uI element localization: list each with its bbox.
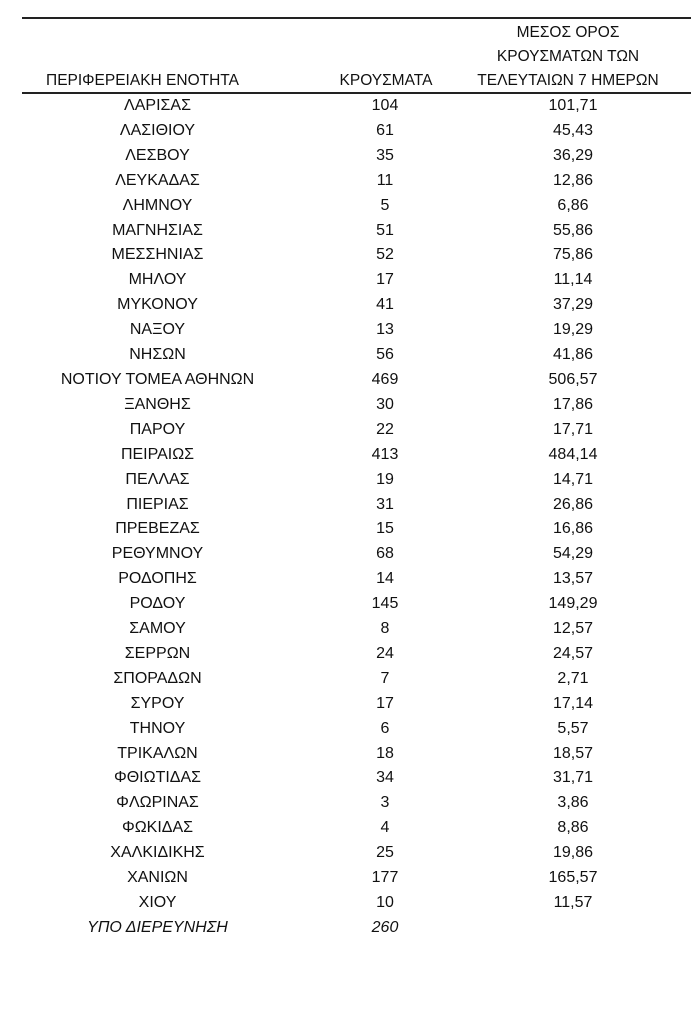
cases-cell: 24 xyxy=(376,644,394,662)
cases-cell: 25 xyxy=(376,844,394,862)
cases-cell: 34 xyxy=(376,769,394,787)
average-cell: 101,71 xyxy=(548,97,598,114)
region-cell: ΡΟΔΟΥ xyxy=(129,595,186,613)
region-cell: ΦΩΚΙΔΑΣ xyxy=(121,819,194,837)
region-cell: ΡΟΔΟΠΗΣ xyxy=(118,570,197,588)
table-row xyxy=(0,742,691,767)
cases-cell: 31 xyxy=(376,495,394,513)
region-cell: ΛΗΜΝΟΥ xyxy=(122,196,193,214)
cases-cell: 17 xyxy=(376,271,394,289)
cases-cell: 61 xyxy=(376,121,394,139)
table-row xyxy=(0,293,691,318)
average-cell: 37,29 xyxy=(552,296,594,314)
region-cell: ΤΗΝΟΥ xyxy=(129,719,186,737)
average-cell: 41,86 xyxy=(552,346,594,364)
table-row xyxy=(0,144,691,169)
table-row xyxy=(0,841,691,866)
region-cell: ΡΕΘΥΜΝΟΥ xyxy=(111,545,204,563)
table-row xyxy=(0,542,691,567)
region-cell: ΞΑΝΘΗΣ xyxy=(124,395,191,413)
cases-cell: 413 xyxy=(371,445,399,463)
table-top-rule xyxy=(22,17,691,19)
average-cell: 55,86 xyxy=(552,221,594,239)
cases-cell: 56 xyxy=(376,346,394,364)
cases-cell: 469 xyxy=(371,370,399,388)
cases-cell: 10 xyxy=(376,894,394,911)
table-row xyxy=(0,468,691,493)
cases-cell: 177 xyxy=(371,869,399,887)
cases-cell: 7 xyxy=(380,669,390,687)
region-cell: ΠΕΙΡΑΙΩΣ xyxy=(120,445,195,463)
region-cell: ΝΟΤΙΟΥ ΤΟΜΕΑ ΑΘΗΝΩΝ xyxy=(60,370,255,388)
table-row xyxy=(0,567,691,592)
cases-cell: 4 xyxy=(380,819,390,837)
cases-cell: 11 xyxy=(376,171,394,189)
region-cell: ΧΑΛΚΙΔΙΚΗΣ xyxy=(110,844,205,862)
region-cell: ΥΠΟ ΔΙΕΡΕΥΝΗΣΗ xyxy=(87,918,228,936)
table-row xyxy=(0,642,691,667)
average-cell: 17,86 xyxy=(552,395,594,413)
table-row xyxy=(0,318,691,343)
table-row xyxy=(0,443,691,468)
region-cell: ΠΑΡΟΥ xyxy=(129,420,186,438)
table-row xyxy=(0,667,691,692)
average-cell: 14,71 xyxy=(552,470,594,488)
cases-cell: 51 xyxy=(376,221,394,239)
average-cell xyxy=(455,916,691,941)
table-row xyxy=(0,592,691,617)
cases-cell: 104 xyxy=(371,97,399,114)
table-row xyxy=(0,891,691,916)
average-cell: 19,29 xyxy=(552,321,594,339)
region-cell: ΜΥΚΟΝΟΥ xyxy=(117,296,198,314)
cases-cell: 6 xyxy=(380,719,390,737)
cases-cell: 145 xyxy=(371,595,399,613)
average-cell: 26,86 xyxy=(552,495,594,513)
column-header-average: ΜΕΣΟΣ ΟΡΟΣ ΚΡΟΥΣΜΑΤΩΝ ΤΩΝ ΤΕΛΕΥΤΑΙΩΝ 7 ΗΜΕΡΩΝ xyxy=(477,24,659,89)
region-cell: ΦΛΩΡΙΝΑΣ xyxy=(116,794,199,812)
region-cell: ΤΡΙΚΑΛΩΝ xyxy=(117,744,198,762)
table-row xyxy=(0,343,691,368)
table-row xyxy=(0,866,691,891)
cases-cell: 3 xyxy=(380,794,390,812)
cases-cell: 260 xyxy=(371,918,399,936)
region-cell: ΛΕΣΒΟΥ xyxy=(125,146,190,164)
average-cell: 12,86 xyxy=(552,171,594,189)
average-cell: 24,57 xyxy=(552,644,594,662)
cases-cell: 30 xyxy=(376,395,394,413)
table-row xyxy=(0,717,691,742)
average-cell: 149,29 xyxy=(548,595,598,613)
average-cell: 36,29 xyxy=(552,146,594,164)
region-cell: ΣΠΟΡΑΔΩΝ xyxy=(113,669,202,687)
average-cell: 11,57 xyxy=(553,894,593,911)
cases-table xyxy=(0,94,691,941)
average-cell: 8,86 xyxy=(557,819,589,837)
region-cell: ΛΕΥΚΑΔΑΣ xyxy=(115,171,200,189)
region-cell: ΧΑΝΙΩΝ xyxy=(127,869,188,887)
table-row xyxy=(0,791,691,816)
region-cell: ΜΗΛΟΥ xyxy=(128,271,187,289)
region-cell: ΛΑΣΙΘΙΟΥ xyxy=(119,121,196,139)
average-cell: 17,71 xyxy=(552,420,594,438)
region-cell: ΣΑΜΟΥ xyxy=(129,620,186,638)
cases-cell: 22 xyxy=(376,420,394,438)
cases-cell: 14 xyxy=(376,570,394,588)
table-row xyxy=(0,766,691,791)
average-cell: 11,14 xyxy=(553,271,593,289)
cases-cell: 52 xyxy=(376,246,394,264)
table-row xyxy=(0,194,691,219)
table-row xyxy=(0,243,691,268)
region-cell: ΣΥΡΟΥ xyxy=(130,694,185,712)
footer-row-under-investigation xyxy=(0,916,691,941)
region-cell: ΜΑΓΝΗΣΙΑΣ xyxy=(112,221,203,239)
average-cell: 18,57 xyxy=(552,744,594,762)
table-row xyxy=(0,617,691,642)
table-row xyxy=(0,418,691,443)
average-cell: 75,86 xyxy=(552,246,594,264)
cases-cell: 13 xyxy=(376,321,394,339)
region-cell: ΠΕΛΛΑΣ xyxy=(125,470,190,488)
region-cell: ΠΡΕΒΕΖΑΣ xyxy=(115,520,200,538)
table-body xyxy=(0,94,691,941)
cases-cell: 68 xyxy=(376,545,394,563)
table-row xyxy=(0,517,691,542)
average-cell: 19,86 xyxy=(552,844,594,862)
region-cell: ΦΘΙΩΤΙΔΑΣ xyxy=(113,769,202,787)
average-cell: 165,57 xyxy=(548,869,598,887)
average-cell: 3,86 xyxy=(557,794,589,812)
cases-cell: 41 xyxy=(376,296,394,314)
table-row xyxy=(0,94,691,119)
region-cell: ΧΙΟΥ xyxy=(138,894,177,911)
table-row xyxy=(0,393,691,418)
cases-cell: 17 xyxy=(376,694,394,712)
average-cell: 13,57 xyxy=(552,570,594,588)
cases-cell: 18 xyxy=(376,744,394,762)
average-cell: 2,71 xyxy=(557,669,589,687)
average-cell: 54,29 xyxy=(552,545,594,563)
average-cell: 45,43 xyxy=(552,121,594,139)
region-cell: ΣΕΡΡΩΝ xyxy=(124,644,191,662)
table-row xyxy=(0,493,691,518)
average-cell: 31,71 xyxy=(552,769,594,787)
average-cell: 16,86 xyxy=(552,520,594,538)
cases-cell: 15 xyxy=(376,520,394,538)
table-row xyxy=(0,816,691,841)
average-cell: 12,57 xyxy=(552,620,594,638)
cases-cell: 19 xyxy=(376,470,394,488)
region-cell: ΝΑΞΟΥ xyxy=(129,321,186,339)
column-header-region: ΠΕΡΙΦΕΡΕΙΑΚΗ ΕΝΟΤΗΤΑ xyxy=(46,72,239,89)
average-cell: 17,14 xyxy=(552,694,594,712)
average-cell: 484,14 xyxy=(548,445,598,463)
average-cell: 506,57 xyxy=(548,370,598,388)
table-row xyxy=(0,219,691,244)
cases-cell: 35 xyxy=(376,146,394,164)
cases-cell: 5 xyxy=(380,196,390,214)
average-cell: 5,57 xyxy=(557,719,589,737)
region-cell: ΠΙΕΡΙΑΣ xyxy=(126,495,189,513)
region-cell: ΝΗΣΩΝ xyxy=(129,346,186,364)
table-row xyxy=(0,119,691,144)
average-cell: 6,86 xyxy=(557,196,589,214)
table-row xyxy=(0,368,691,393)
table-row xyxy=(0,692,691,717)
column-header-cases: ΚΡΟΥΣΜΑΤΑ xyxy=(339,72,433,89)
table-row xyxy=(0,268,691,293)
table-row xyxy=(0,169,691,194)
region-cell: ΛΑΡΙΣΑΣ xyxy=(124,97,191,114)
region-cell: ΜΕΣΣΗΝΙΑΣ xyxy=(111,246,204,264)
cases-cell: 8 xyxy=(380,620,390,638)
